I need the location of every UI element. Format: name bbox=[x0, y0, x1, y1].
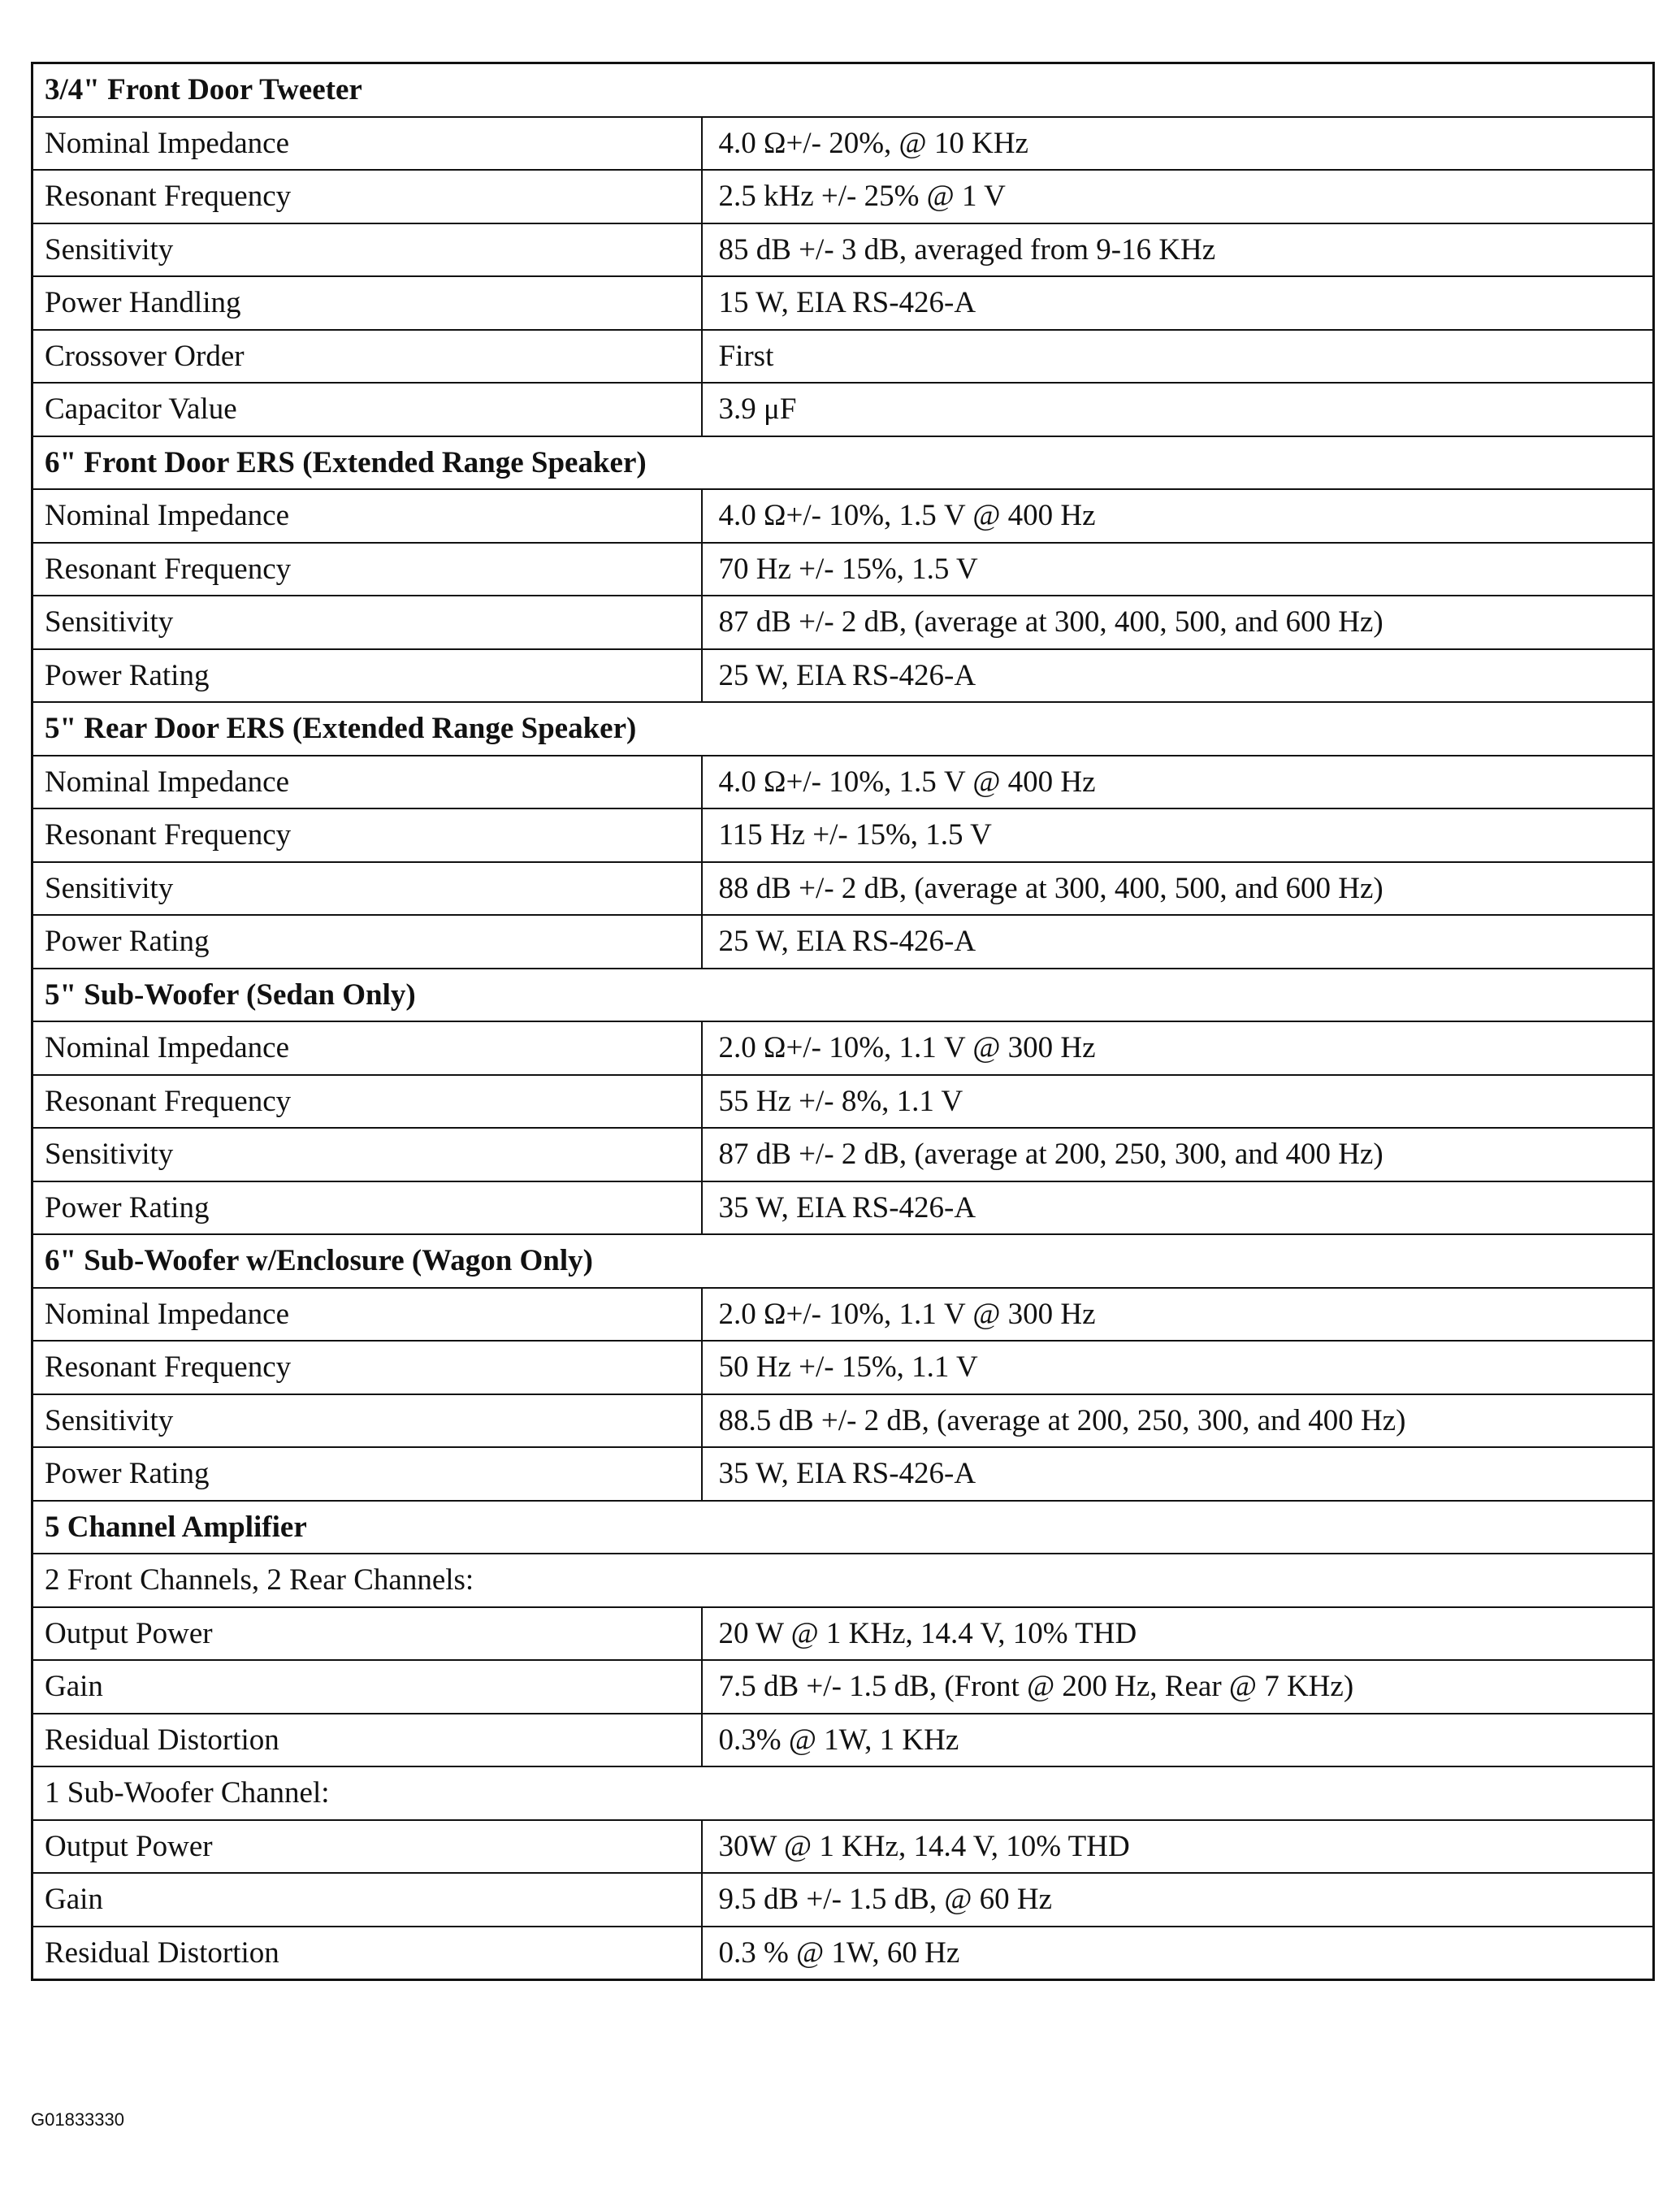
subsection-header-row bbox=[32, 1554, 1654, 1607]
spec-row bbox=[32, 1075, 1654, 1129]
subsection-title: 2 Front Channels, 2 Rear Channels: bbox=[32, 1554, 1654, 1607]
spec-value: 2.0 Ω+/- 10%, 1.1 V @ 300 Hz bbox=[702, 1288, 1654, 1342]
spec-label: Power Rating bbox=[32, 915, 702, 969]
spec-row bbox=[32, 596, 1654, 649]
section-header-row bbox=[32, 1501, 1654, 1554]
spec-row bbox=[32, 383, 1654, 436]
spec-row bbox=[32, 330, 1654, 384]
spec-value: 70 Hz +/- 15%, 1.5 V bbox=[702, 543, 1654, 596]
spec-value: 4.0 Ω+/- 10%, 1.5 V @ 400 Hz bbox=[702, 489, 1654, 543]
spec-label: Power Rating bbox=[32, 649, 702, 703]
section-header-row bbox=[32, 63, 1654, 117]
spec-label: Resonant Frequency bbox=[32, 543, 702, 596]
spec-label: Residual Distortion bbox=[32, 1714, 702, 1767]
section-title: 3/4" Front Door Tweeter bbox=[32, 63, 1654, 117]
spec-value: 0.3 % @ 1W, 60 Hz bbox=[702, 1927, 1654, 1980]
spec-label: Power Rating bbox=[32, 1447, 702, 1501]
spec-row bbox=[32, 1660, 1654, 1714]
subsection-header-row bbox=[32, 1766, 1654, 1820]
spec-row bbox=[32, 276, 1654, 330]
spec-label: Gain bbox=[32, 1660, 702, 1714]
spec-label: Residual Distortion bbox=[32, 1927, 702, 1980]
section-title: 5" Sub-Woofer (Sedan Only) bbox=[32, 969, 1654, 1022]
spec-label: Resonant Frequency bbox=[32, 1341, 702, 1394]
spec-label: Nominal Impedance bbox=[32, 117, 702, 171]
spec-label: Nominal Impedance bbox=[32, 1021, 702, 1075]
section-header-row bbox=[32, 702, 1654, 756]
spec-value: 0.3% @ 1W, 1 KHz bbox=[702, 1714, 1654, 1767]
spec-row bbox=[32, 756, 1654, 809]
spec-value: 20 W @ 1 KHz, 14.4 V, 10% THD bbox=[702, 1607, 1654, 1661]
section-title: 6" Sub-Woofer w/Enclosure (Wagon Only) bbox=[32, 1234, 1654, 1288]
spec-label: Resonant Frequency bbox=[32, 808, 702, 862]
spec-label: Power Rating bbox=[32, 1181, 702, 1235]
spec-row bbox=[32, 1873, 1654, 1927]
spec-row bbox=[32, 915, 1654, 969]
spec-row bbox=[32, 223, 1654, 277]
spec-row bbox=[32, 1341, 1654, 1394]
spec-label: Nominal Impedance bbox=[32, 489, 702, 543]
spec-label: Resonant Frequency bbox=[32, 170, 702, 223]
spec-value: 85 dB +/- 3 dB, averaged from 9-16 KHz bbox=[702, 223, 1654, 277]
spec-row bbox=[32, 1607, 1654, 1661]
section-header-row bbox=[32, 1234, 1654, 1288]
spec-value: 35 W, EIA RS-426-A bbox=[702, 1447, 1654, 1501]
spec-row bbox=[32, 1181, 1654, 1235]
spec-row bbox=[32, 1714, 1654, 1767]
spec-label: Nominal Impedance bbox=[32, 1288, 702, 1342]
spec-label: Output Power bbox=[32, 1820, 702, 1874]
spec-value: 115 Hz +/- 15%, 1.5 V bbox=[702, 808, 1654, 862]
spec-value: 88 dB +/- 2 dB, (average at 300, 400, 500, and 600 Hz) bbox=[702, 862, 1654, 916]
spec-value: 25 W, EIA RS-426-A bbox=[702, 649, 1654, 703]
spec-label: Output Power bbox=[32, 1607, 702, 1661]
spec-value: 7.5 dB +/- 1.5 dB, (Front @ 200 Hz, Rear @ 7 KHz) bbox=[702, 1660, 1654, 1714]
spec-label: Crossover Order bbox=[32, 330, 702, 384]
spec-label: Gain bbox=[32, 1873, 702, 1927]
spec-row bbox=[32, 117, 1654, 171]
spec-label: Sensitivity bbox=[32, 596, 702, 649]
spec-row bbox=[32, 1820, 1654, 1874]
spec-value: 2.5 kHz +/- 25% @ 1 V bbox=[702, 170, 1654, 223]
subsection-title: 1 Sub-Woofer Channel: bbox=[32, 1766, 1654, 1820]
spec-value: 30W @ 1 KHz, 14.4 V, 10% THD bbox=[702, 1820, 1654, 1874]
section-title: 5 Channel Amplifier bbox=[32, 1501, 1654, 1554]
spec-value: First bbox=[702, 330, 1654, 384]
spec-row bbox=[32, 1394, 1654, 1448]
spec-value: 87 dB +/- 2 dB, (average at 300, 400, 500, and 600 Hz) bbox=[702, 596, 1654, 649]
spec-value: 25 W, EIA RS-426-A bbox=[702, 915, 1654, 969]
spec-row bbox=[32, 862, 1654, 916]
spec-value: 87 dB +/- 2 dB, (average at 200, 250, 300, and 400 Hz) bbox=[702, 1128, 1654, 1181]
speaker-spec-table bbox=[31, 62, 1655, 1981]
spec-value: 35 W, EIA RS-426-A bbox=[702, 1181, 1654, 1235]
section-header-row bbox=[32, 969, 1654, 1022]
spec-row bbox=[32, 1927, 1654, 1980]
spec-value: 55 Hz +/- 8%, 1.1 V bbox=[702, 1075, 1654, 1129]
figure-id-label: G01833330 bbox=[31, 2109, 124, 2130]
spec-row bbox=[32, 543, 1654, 596]
spec-value: 88.5 dB +/- 2 dB, (average at 200, 250, 300, and 400 Hz) bbox=[702, 1394, 1654, 1448]
spec-label: Sensitivity bbox=[32, 1128, 702, 1181]
spec-value: 9.5 dB +/- 1.5 dB, @ 60 Hz bbox=[702, 1873, 1654, 1927]
spec-label: Sensitivity bbox=[32, 1394, 702, 1448]
spec-row bbox=[32, 1447, 1654, 1501]
spec-row bbox=[32, 489, 1654, 543]
spec-label: Power Handling bbox=[32, 276, 702, 330]
spec-row bbox=[32, 1288, 1654, 1342]
spec-value: 2.0 Ω+/- 10%, 1.1 V @ 300 Hz bbox=[702, 1021, 1654, 1075]
spec-label: Capacitor Value bbox=[32, 383, 702, 436]
spec-label: Sensitivity bbox=[32, 223, 702, 277]
spec-label: Nominal Impedance bbox=[32, 756, 702, 809]
spec-row bbox=[32, 1021, 1654, 1075]
spec-value: 3.9 μF bbox=[702, 383, 1654, 436]
spec-label: Sensitivity bbox=[32, 862, 702, 916]
spec-row bbox=[32, 170, 1654, 223]
spec-row bbox=[32, 808, 1654, 862]
spec-value: 15 W, EIA RS-426-A bbox=[702, 276, 1654, 330]
section-title: 6" Front Door ERS (Extended Range Speaker) bbox=[32, 436, 1654, 490]
section-header-row bbox=[32, 436, 1654, 490]
spec-row bbox=[32, 649, 1654, 703]
spec-label: Resonant Frequency bbox=[32, 1075, 702, 1129]
spec-value: 4.0 Ω+/- 20%, @ 10 KHz bbox=[702, 117, 1654, 171]
spec-value: 50 Hz +/- 15%, 1.1 V bbox=[702, 1341, 1654, 1394]
section-title: 5" Rear Door ERS (Extended Range Speaker) bbox=[32, 702, 1654, 756]
spec-row bbox=[32, 1128, 1654, 1181]
spec-value: 4.0 Ω+/- 10%, 1.5 V @ 400 Hz bbox=[702, 756, 1654, 809]
